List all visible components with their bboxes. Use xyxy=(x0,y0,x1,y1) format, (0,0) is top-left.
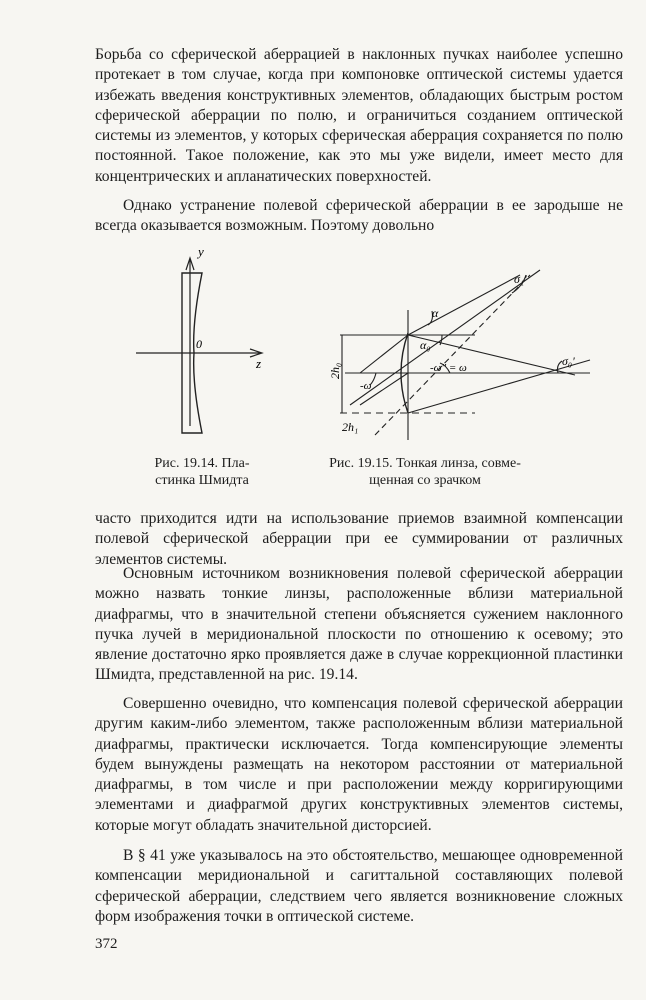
ray-2 xyxy=(408,275,520,335)
paragraph-4: Основным источником возникновения полевой сферической аберрации можно назвать тонкие линзы, расположенные вблизи материальной диафрагмы, что в значительной степени объясняется сужением наклонного пучка лучей в меридиональной плоскости по отношению к осевому; это явление достаточно ярко проявляется даже в случае коррекционной пластинки Шмидта, представленной на рис. 19.14. xyxy=(95,565,623,684)
omega-label: -ω xyxy=(360,380,372,392)
ray-5 xyxy=(375,275,530,435)
figure-schmidt-plate xyxy=(132,238,272,448)
origin-label: 0 xyxy=(196,337,202,351)
ray-1 xyxy=(350,270,540,405)
caption-15-line-1: Рис. 19.15. Тонкая линза, совме- xyxy=(329,456,521,471)
caption-15-line-2: щенная со зрачком xyxy=(369,473,481,488)
alpha0-label: α₀ xyxy=(420,338,431,352)
paragraph-3: часто приходится идти на использование приемов взаимной компенсации полевой сферической аберрации при ее суммировании от различных элементов системы. xyxy=(95,510,623,568)
figure-15-caption xyxy=(305,455,545,489)
caption-14-line-2: стинка Шмидта xyxy=(155,473,249,488)
alpha-label: α xyxy=(432,306,439,320)
sigma0-label: σ₀' xyxy=(562,354,575,368)
paragraph-1: Борьба со сферической аберрацией в наклонных пучках наиболее успешно протекает в том случае, когда при компоновке оптической системы удается избежать введения конструктивных элементов, обладающих быстрым ростом сферической аберрации по полю, и ограничиться созданием оптической системы из элементов, у которых сферическая аберрация сохраняется по полю постоянной. Такое положение, как это мы уже видели, имеет место для концентрических и апланатических поверхностей. xyxy=(95,46,623,185)
paragraph-6: В § 41 уже указывалось на это обстоятельство, мешающее одновременной компенсации меридиональной и сагиттальной составляющих полевой сферической аберрации, следствием чего является возникновение сложных форм изображения точки в оптической системе. xyxy=(95,847,623,925)
figure-14-caption xyxy=(128,455,276,489)
omega-eq-label: -ω'' = ω xyxy=(430,362,467,374)
z-label: z xyxy=(256,356,262,371)
2h1-label: 2h₁ xyxy=(342,420,359,434)
y-label: y xyxy=(198,244,204,259)
figure-thin-lens xyxy=(300,255,626,450)
paragraph-5: Совершенно очевидно, что компенсация полевой сферической аберрации другим каким-либо элементом, также расположенным вблизи материальной диафрагмы, практически исключается. Тогда компенсирующие элементы будем вынуждены размещать на некотором расстоянии от материальной диафрагмы, в том числе и при расположении между корригирующими элементами и диафрагмой других конструктивных элементов системы, которые могут обладать значительной дисторсией. xyxy=(95,695,623,834)
paragraph-2: Однако устранение полевой сферической аберрации в ее зародыше не всегда оказывается возможным. Поэтому довольно xyxy=(95,197,623,235)
sigma1-label: σ₁' xyxy=(514,272,527,286)
2h0-label: 2h₀ xyxy=(328,362,342,379)
caption-14-line-1: Рис. 19.14. Пла- xyxy=(154,456,250,471)
page-number: 372 xyxy=(95,936,118,952)
